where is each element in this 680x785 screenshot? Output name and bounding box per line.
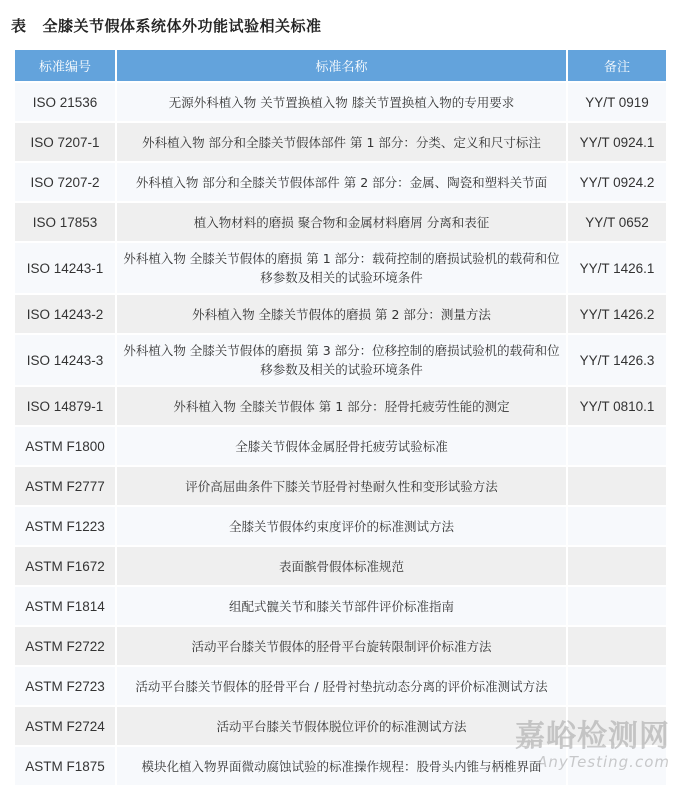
cell-name: 外科植入物 部分和全膝关节假体部件 第 1 部分：分类、定义和尺寸标注 [117, 121, 566, 161]
cell-name: 外科植入物 全膝关节假体的磨损 第 3 部分：位移控制的磨损试验机的载荷和位移参数及相关的试验环境条件 [117, 333, 566, 385]
cell-code: ISO 14243-3 [15, 333, 115, 385]
cell-note [568, 665, 666, 705]
header-name: 标准名称 [117, 50, 566, 81]
cell-name: 外科植入物 全膝关节假体 第 1 部分：胫骨托疲劳性能的测定 [117, 385, 566, 425]
cell-code: ISO 17853 [15, 201, 115, 241]
header-code: 标准编号 [15, 50, 115, 81]
cell-note: YY/T 1426.3 [568, 333, 666, 385]
table-row [15, 241, 666, 293]
table-row [15, 121, 666, 161]
cell-code: ISO 7207-1 [15, 121, 115, 161]
cell-code: ASTM F2724 [15, 705, 115, 745]
table-row [15, 385, 666, 425]
table-row [15, 333, 666, 385]
cell-note: YY/T 0924.1 [568, 121, 666, 161]
cell-note [568, 585, 666, 625]
table-row [15, 745, 666, 785]
table-row [15, 625, 666, 665]
cell-name: 模块化植入物界面微动腐蚀试验的标准操作规程：股骨头内锥与柄椎界面 [117, 745, 566, 785]
cell-code: ISO 21536 [15, 81, 115, 121]
cell-note: YY/T 1426.2 [568, 293, 666, 333]
cell-name: 无源外科植入物 关节置换植入物 膝关节置换植入物的专用要求 [117, 81, 566, 121]
table-row [15, 81, 666, 121]
cell-note: YY/T 0810.1 [568, 385, 666, 425]
standards-table [13, 50, 668, 785]
cell-code: ASTM F1672 [15, 545, 115, 585]
table-row [15, 465, 666, 505]
cell-code: ISO 14243-2 [15, 293, 115, 333]
cell-code: ASTM F1875 [15, 745, 115, 785]
cell-name: 活动平台膝关节假体脱位评价的标准测试方法 [117, 705, 566, 745]
cell-code: ASTM F2722 [15, 625, 115, 665]
cell-name: 活动平台膝关节假体的胫骨平台旋转限制评价标准方法 [117, 625, 566, 665]
table-caption [11, 15, 322, 36]
cell-name: 评价高屈曲条件下膝关节胫骨衬垫耐久性和变形试验方法 [117, 465, 566, 505]
cell-code: ASTM F1800 [15, 425, 115, 465]
header-note: 备注 [568, 50, 666, 81]
cell-note: YY/T 0919 [568, 81, 666, 121]
cell-name: 活动平台膝关节假体的胫骨平台 / 胫骨衬垫抗动态分离的评价标准测试方法 [117, 665, 566, 705]
cell-note [568, 545, 666, 585]
cell-note [568, 505, 666, 545]
cell-note: YY/T 0924.2 [568, 161, 666, 201]
table-row [15, 293, 666, 333]
caption-label: 表 [11, 17, 27, 35]
watermark-en: AnyTesting.com [537, 753, 670, 771]
cell-name: 表面髌骨假体标准规范 [117, 545, 566, 585]
cell-name: 组配式髋关节和膝关节部件评价标准指南 [117, 585, 566, 625]
table-row [15, 201, 666, 241]
cell-name: 植入物材料的磨损 聚合物和金属材料磨屑 分离和表征 [117, 201, 566, 241]
table-row [15, 585, 666, 625]
cell-code: ASTM F2723 [15, 665, 115, 705]
cell-name: 全膝关节假体约束度评价的标准测试方法 [117, 505, 566, 545]
cell-name: 外科植入物 部分和全膝关节假体部件 第 2 部分：金属、陶瓷和塑料关节面 [117, 161, 566, 201]
table-row [15, 665, 666, 705]
watermark-cn: 嘉峪检测网 [515, 719, 670, 754]
cell-note [568, 465, 666, 505]
caption-text: 全膝关节假体系统体外功能试验相关标准 [42, 17, 322, 35]
cell-code: ISO 14879-1 [15, 385, 115, 425]
cell-note: YY/T 1426.1 [568, 241, 666, 293]
cell-code: ASTM F1814 [15, 585, 115, 625]
cell-name: 外科植入物 全膝关节假体的磨损 第 1 部分：载荷控制的磨损试验机的载荷和位移参数及相关的试验环境条件 [117, 241, 566, 293]
cell-name: 全膝关节假体金属胫骨托疲劳试验标准 [117, 425, 566, 465]
cell-code: ASTM F1223 [15, 505, 115, 545]
table-row [15, 505, 666, 545]
cell-note: YY/T 0652 [568, 201, 666, 241]
cell-note [568, 625, 666, 665]
cell-code: ISO 14243-1 [15, 241, 115, 293]
cell-note [568, 425, 666, 465]
table-row [15, 425, 666, 465]
cell-note [568, 705, 666, 745]
table-row [15, 705, 666, 745]
cell-note [568, 745, 666, 785]
header-row [15, 50, 666, 81]
cell-code: ISO 7207-2 [15, 161, 115, 201]
cell-name: 外科植入物 全膝关节假体的磨损 第 2 部分：测量方法 [117, 293, 566, 333]
table-row [15, 161, 666, 201]
table-row [15, 545, 666, 585]
cell-code: ASTM F2777 [15, 465, 115, 505]
